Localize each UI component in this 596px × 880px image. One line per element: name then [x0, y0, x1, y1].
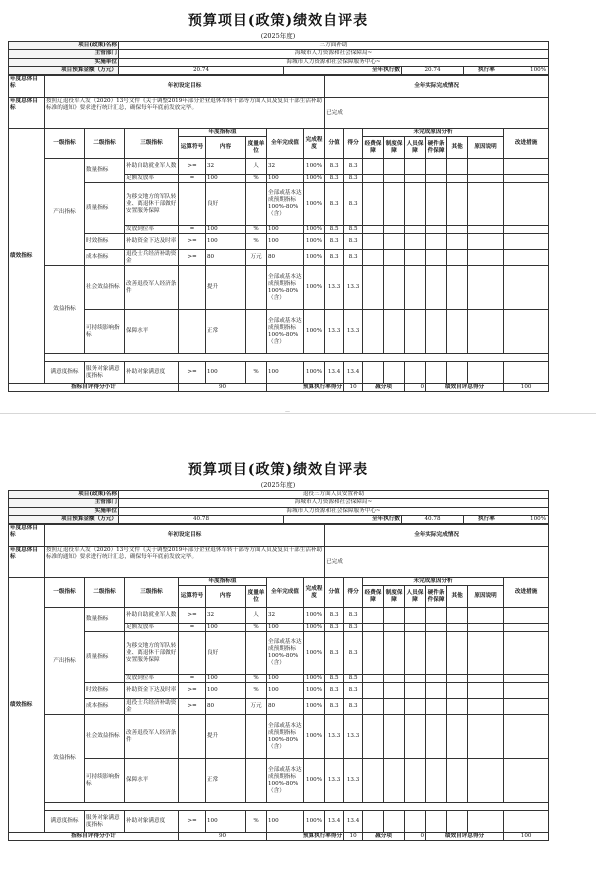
content-cell: 100 — [206, 234, 246, 250]
content-cell: 100 — [206, 675, 246, 683]
content-cell: 100 — [206, 624, 246, 632]
score-cell: 13.4 — [344, 811, 363, 833]
score-cell: 8.3 — [344, 608, 363, 624]
evaluation-sheet-2 — [8, 461, 548, 841]
actual-cell: 100 — [267, 811, 304, 833]
exec-score-value: 10 — [344, 384, 363, 392]
table-row — [9, 183, 549, 226]
unit-cell: % — [246, 234, 267, 250]
table-row — [9, 715, 549, 759]
actual-header: 全年完成值 — [267, 578, 304, 608]
weight-header: 分值 — [325, 129, 344, 159]
table-row — [9, 250, 549, 266]
lvl2-cell: 质量指标 — [85, 183, 125, 234]
weight-cell: 8.3 — [325, 632, 344, 675]
lvl2-cell: 社会效益指标 — [85, 715, 125, 759]
reason-other-header: 其他 — [447, 137, 468, 159]
dept-label: 主管部门 — [9, 50, 119, 58]
lvl2-cell: 可持续影响指标 — [85, 759, 125, 803]
actual-cell: 全部或基本达成预期指标100%-80%（含） — [267, 266, 304, 310]
op-cell — [179, 632, 206, 675]
weight-cell: 8.3 — [325, 234, 344, 250]
op-cell: >= — [179, 362, 206, 384]
exec-value: 20.74 — [402, 66, 464, 74]
lvl3-cell: 补助自助就业军人数 — [125, 608, 179, 624]
overall-goal-label-2: 年度总体目标 — [9, 98, 45, 129]
op-cell: >= — [179, 159, 206, 175]
content-header: 内容 — [206, 137, 246, 159]
actual-cell: 100 — [267, 675, 304, 683]
form-title: 预算项目(政策)绩效自评表 — [187, 462, 369, 478]
unit-cell — [246, 183, 267, 226]
deduct-label: 减分项 — [363, 384, 405, 392]
op-cell — [179, 310, 206, 354]
lvl1-header: 一级指标 — [45, 129, 85, 159]
content-cell: 32 — [206, 608, 246, 624]
weight-cell: 8.5 — [325, 226, 344, 234]
actual-result-text: 已完成 — [325, 98, 549, 129]
project-name-value: 退役三方面人员安置补助 — [119, 491, 549, 499]
degree-cell: 100% — [304, 183, 325, 226]
degree-cell: 100% — [304, 310, 325, 354]
annual-target-header: 年度指标值 — [179, 129, 267, 137]
content-cell: 正常 — [206, 310, 246, 354]
degree-cell: 100% — [304, 811, 325, 833]
degree-header: 完成程度 — [304, 578, 325, 608]
actual-cell: 32 — [267, 159, 304, 175]
weight-cell: 13.3 — [325, 715, 344, 759]
score-cell: 8.3 — [344, 175, 363, 183]
subtotal-label: 指标自评得分小计 — [9, 384, 179, 392]
lvl3-header: 三级指标 — [125, 578, 179, 608]
lvl3-header: 三级指标 — [125, 129, 179, 159]
actual-cell: 100 — [267, 226, 304, 234]
deduct-value: 0 — [405, 384, 426, 392]
unit-cell — [246, 632, 267, 675]
actual-cell: 80 — [267, 250, 304, 266]
content-cell: 提升 — [206, 266, 246, 310]
dept-value: 海城市人力资源和社会保障局~ — [119, 499, 549, 507]
unit-value: 海城市人力资源和社会保障服务中心~ — [119, 507, 549, 515]
score-cell: 8.3 — [344, 250, 363, 266]
content-cell: 良好 — [206, 632, 246, 675]
lvl3-cell: 保障水平 — [125, 759, 179, 803]
weight-cell: 13.3 — [325, 759, 344, 803]
unit-cell: % — [246, 811, 267, 833]
op-cell — [179, 183, 206, 226]
unit-cell: % — [246, 624, 267, 632]
op-cell: >= — [179, 699, 206, 715]
unit-label: 实施单位 — [9, 58, 119, 66]
rate-label: 执行率 — [478, 516, 495, 523]
degree-cell: 100% — [304, 675, 325, 683]
degree-cell: 100% — [304, 699, 325, 715]
content-cell: 提升 — [206, 715, 246, 759]
budget-label: 项目预算金额（万元） — [9, 66, 119, 74]
unit-cell — [246, 759, 267, 803]
unit-cell: 万元 — [246, 250, 267, 266]
unit-header: 度量单位 — [246, 137, 267, 159]
perf-indicator-label: 绩效指标 — [9, 578, 45, 833]
degree-cell: 100% — [304, 608, 325, 624]
perf-indicator-label: 绩效指标 — [9, 129, 45, 384]
content-cell: 100 — [206, 362, 246, 384]
unit-label: 实施单位 — [9, 507, 119, 515]
initial-goal-header: 年初设定目标 — [45, 76, 325, 98]
lvl1-header: 一级指标 — [45, 578, 85, 608]
content-cell: 正常 — [206, 759, 246, 803]
form-title: 预算项目(政策)绩效自评表 — [187, 13, 369, 29]
footer-row — [9, 833, 549, 841]
score-cell: 13.3 — [344, 266, 363, 310]
lvl3-cell: 保障水平 — [125, 310, 179, 354]
budget-value: 20.74 — [119, 66, 284, 74]
reason-budget-header: 经费保障 — [363, 586, 384, 608]
degree-cell: 100% — [304, 624, 325, 632]
degree-cell: 100% — [304, 159, 325, 175]
sat-gap-row — [9, 803, 549, 811]
actual-result-text: 已完成 — [325, 547, 549, 578]
improve-header: 改进措施 — [504, 129, 549, 159]
content-cell: 100 — [206, 811, 246, 833]
rate-value: 100% — [530, 516, 547, 523]
lvl2-cell: 数量指标 — [85, 608, 125, 632]
degree-cell: 100% — [304, 362, 325, 384]
degree-cell: 100% — [304, 175, 325, 183]
lvl3-cell: 退役士兵经济补助资金 — [125, 250, 179, 266]
score-cell: 8.3 — [344, 159, 363, 175]
degree-cell: 100% — [304, 632, 325, 675]
lvl3-cell: 为移交地方的军队转业、离退休干部做好安置服务保障 — [125, 183, 179, 226]
table-row — [9, 159, 549, 175]
reason-hw-header: 硬件条件保障 — [426, 137, 447, 159]
content-cell: 80 — [206, 699, 246, 715]
degree-cell: 100% — [304, 226, 325, 234]
actual-cell: 100 — [267, 683, 304, 699]
improve-header: 改进措施 — [504, 578, 549, 608]
lvl2-cell: 成本指标 — [85, 699, 125, 715]
lvl2-cell: 时效指标 — [85, 683, 125, 699]
total-label: 绩效自评总得分 — [426, 384, 504, 392]
table-row — [9, 632, 549, 675]
lvl2-cell: 服务对象满意度指标 — [85, 362, 125, 384]
reason-other-header: 其他 — [447, 586, 468, 608]
overall-goal-label: 年度总体目标 — [9, 76, 45, 98]
actual-header: 全年完成值 — [267, 129, 304, 159]
deduct-label: 减分项 — [363, 833, 405, 841]
lvl3-cell: 退役士兵经济补助资金 — [125, 699, 179, 715]
lvl3-cell: 补助资金下达及时率 — [125, 683, 179, 699]
project-info-table — [8, 41, 549, 75]
total-value: 100 — [504, 833, 549, 841]
degree-cell: 100% — [304, 266, 325, 310]
effect-group-label: 效益指标 — [45, 266, 85, 354]
weight-cell: 8.3 — [325, 250, 344, 266]
reasons-header: 未完成原因分析 — [363, 129, 504, 137]
unit-cell — [246, 266, 267, 310]
actual-cell: 100 — [267, 175, 304, 183]
unit-value: 海城市人力资源和社会保障服务中心~ — [119, 58, 549, 66]
table-row — [9, 699, 549, 715]
op-cell: >= — [179, 608, 206, 624]
actual-cell: 100 — [267, 362, 304, 384]
score-cell: 13.3 — [344, 715, 363, 759]
unit-cell: 人 — [246, 608, 267, 624]
content-cell: 32 — [206, 159, 246, 175]
content-cell: 100 — [206, 226, 246, 234]
weight-cell: 8.3 — [325, 183, 344, 226]
operator-header: 运算符号 — [179, 137, 206, 159]
lvl3-cell: 发放到位率 — [125, 226, 179, 234]
exec-value: 40.78 — [402, 515, 464, 523]
reason-budget-header: 经费保障 — [363, 137, 384, 159]
budget-label: 项目预算金额（万元） — [9, 515, 119, 523]
reason-policy-header: 制度保障 — [384, 137, 405, 159]
exec-label: 全年执行数 — [284, 515, 402, 523]
op-cell: >= — [179, 234, 206, 250]
rate-cell — [464, 66, 549, 74]
total-label: 绩效自评总得分 — [426, 833, 504, 841]
actual-cell: 100 — [267, 624, 304, 632]
lvl2-cell: 数量指标 — [85, 159, 125, 183]
actual-result-header: 全年实际完成情况 — [325, 76, 549, 98]
table-row — [9, 608, 549, 624]
form-year: (2025年度) — [260, 32, 296, 40]
content-cell: 100 — [206, 175, 246, 183]
lvl2-cell: 社会效益指标 — [85, 266, 125, 310]
lvl3-cell: 足额发放率 — [125, 624, 179, 632]
op-cell: = — [179, 675, 206, 683]
annual-target-header: 年度指标值 — [179, 578, 267, 586]
op-cell: = — [179, 624, 206, 632]
weight-cell: 13.3 — [325, 310, 344, 354]
lvl3-cell: 发放到位率 — [125, 675, 179, 683]
score-cell: 8.3 — [344, 234, 363, 250]
weight-cell: 8.5 — [325, 675, 344, 683]
actual-cell: 全部或基本达成预期指标100%-80%（含） — [267, 310, 304, 354]
output-group-label: 产出指标 — [45, 608, 85, 715]
overall-goal-label: 年度总体目标 — [9, 525, 45, 547]
reason-staff-header: 人员保障 — [405, 137, 426, 159]
actual-cell: 全部或基本达成预期指标100%-80%（含） — [267, 183, 304, 226]
lvl3-cell: 补助资金下达及时率 — [125, 234, 179, 250]
lvl2-cell: 质量指标 — [85, 632, 125, 683]
lvl2-cell: 可持续影响指标 — [85, 310, 125, 354]
page-mark: — — [285, 409, 290, 415]
unit-cell — [246, 310, 267, 354]
score-cell: 13.4 — [344, 362, 363, 384]
content-cell: 100 — [206, 683, 246, 699]
degree-header: 完成程度 — [304, 129, 325, 159]
unit-cell: % — [246, 362, 267, 384]
weight-cell: 13.4 — [325, 362, 344, 384]
subtotal-label: 指标自评得分小计 — [9, 833, 179, 841]
op-cell — [179, 715, 206, 759]
dept-value: 海城市人力资源和社会保障局~ — [119, 50, 549, 58]
rate-cell — [464, 515, 549, 523]
weight-cell: 8.3 — [325, 175, 344, 183]
budget-value: 40.78 — [119, 515, 284, 523]
content-cell: 良好 — [206, 183, 246, 226]
unit-cell: 人 — [246, 159, 267, 175]
table-row — [9, 683, 549, 699]
subtotal-value: 90 — [179, 833, 267, 841]
actual-cell: 全部或基本达成预期指标100%-80%（含） — [267, 715, 304, 759]
reason-desc-header: 原因说明 — [468, 586, 504, 608]
lvl2-header: 二级指标 — [85, 129, 125, 159]
lvl2-header: 二级指标 — [85, 578, 125, 608]
degree-cell: 100% — [304, 683, 325, 699]
score-cell: 8.3 — [344, 183, 363, 226]
reason-hw-header: 硬件条件保障 — [426, 586, 447, 608]
content-cell: 80 — [206, 250, 246, 266]
deduct-value: 0 — [405, 833, 426, 841]
satisfaction-group-label: 满意度指标 — [45, 811, 85, 833]
op-cell: >= — [179, 811, 206, 833]
table-row — [9, 811, 549, 833]
unit-cell: % — [246, 175, 267, 183]
overall-goal-label-2: 年度总体目标 — [9, 547, 45, 578]
score-cell: 8.3 — [344, 699, 363, 715]
rate-label: 执行率 — [478, 67, 495, 74]
unit-cell: % — [246, 683, 267, 699]
weight-cell: 8.3 — [325, 624, 344, 632]
unit-cell: 万元 — [246, 699, 267, 715]
actual-cell: 全部或基本达成预期指标100%-80%（含） — [267, 632, 304, 675]
degree-cell: 100% — [304, 715, 325, 759]
score-cell: 13.3 — [344, 310, 363, 354]
unit-header: 度量单位 — [246, 586, 267, 608]
lvl3-cell: 补助对象满意度 — [125, 362, 179, 384]
initial-goal-header: 年初设定目标 — [45, 525, 325, 547]
score-header: 得分 — [344, 129, 363, 159]
exec-score-label: 预算执行率得分 — [267, 384, 344, 392]
project-name-label: 项目(政策)名称 — [9, 491, 119, 499]
page-separator — [0, 410, 596, 422]
op-cell — [179, 759, 206, 803]
page-divider — [0, 413, 596, 414]
lvl3-cell: 改善退役军人经济条件 — [125, 715, 179, 759]
table-row — [9, 234, 549, 250]
lvl2-cell: 时效指标 — [85, 234, 125, 250]
op-cell: >= — [179, 683, 206, 699]
actual-result-header: 全年实际完成情况 — [325, 525, 549, 547]
table-row — [9, 266, 549, 310]
operator-header: 运算符号 — [179, 586, 206, 608]
exec-score-label: 预算执行率得分 — [267, 833, 344, 841]
lvl2-cell: 服务对象满意度指标 — [85, 811, 125, 833]
sat-gap-row — [9, 354, 549, 362]
actual-cell: 全部或基本达成预期指标100%-80%（含） — [267, 759, 304, 803]
rate-value: 100% — [530, 67, 547, 74]
performance-table — [8, 524, 549, 841]
project-info-table — [8, 490, 549, 524]
performance-table — [8, 75, 549, 392]
op-cell: = — [179, 175, 206, 183]
reason-policy-header: 制度保障 — [384, 586, 405, 608]
exec-score-value: 10 — [344, 833, 363, 841]
dept-label: 主管部门 — [9, 499, 119, 507]
op-cell — [179, 266, 206, 310]
table-row — [9, 759, 549, 803]
evaluation-sheet-1 — [8, 12, 548, 392]
lvl3-cell: 改善退役军人经济条件 — [125, 266, 179, 310]
reasons-header: 未完成原因分析 — [363, 578, 504, 586]
subtotal-value: 90 — [179, 384, 267, 392]
project-name-value: 三方面补助 — [119, 42, 549, 50]
op-cell: >= — [179, 250, 206, 266]
table-row — [9, 310, 549, 354]
weight-cell: 13.3 — [325, 266, 344, 310]
reason-desc-header: 原因说明 — [468, 137, 504, 159]
unit-cell — [246, 715, 267, 759]
footer-row — [9, 384, 549, 392]
lvl2-cell: 成本指标 — [85, 250, 125, 266]
total-value: 100 — [504, 384, 549, 392]
weight-header: 分值 — [325, 578, 344, 608]
initial-goal-text: 按照辽退役军人发（2020）13号文件《关于调整2019年部分企业退休军转干部等方面人员及复员干部生活补助标准的通知》要求进行统计汇总，确保每年年底前发放完毕。 — [45, 98, 325, 129]
form-year: (2025年度) — [260, 481, 296, 489]
unit-cell: % — [246, 226, 267, 234]
score-cell: 8.5 — [344, 675, 363, 683]
content-header: 内容 — [206, 586, 246, 608]
satisfaction-group-label: 满意度指标 — [45, 362, 85, 384]
actual-cell: 32 — [267, 608, 304, 624]
actual-cell: 80 — [267, 699, 304, 715]
actual-cell: 100 — [267, 234, 304, 250]
degree-cell: 100% — [304, 234, 325, 250]
lvl3-cell: 补助自助就业军人数 — [125, 159, 179, 175]
weight-cell: 8.3 — [325, 159, 344, 175]
lvl3-cell: 为移交地方的军队转业、离退休干部做好安置服务保障 — [125, 632, 179, 675]
score-cell: 13.3 — [344, 759, 363, 803]
weight-cell: 8.3 — [325, 608, 344, 624]
op-cell: = — [179, 226, 206, 234]
degree-cell: 100% — [304, 250, 325, 266]
effect-group-label: 效益指标 — [45, 715, 85, 803]
score-cell: 8.3 — [344, 683, 363, 699]
score-cell: 8.3 — [344, 632, 363, 675]
lvl3-cell: 足额发放率 — [125, 175, 179, 183]
score-header: 得分 — [344, 578, 363, 608]
degree-cell: 100% — [304, 759, 325, 803]
table-row — [9, 362, 549, 384]
weight-cell: 13.4 — [325, 811, 344, 833]
weight-cell: 8.3 — [325, 699, 344, 715]
reason-staff-header: 人员保障 — [405, 586, 426, 608]
unit-cell: % — [246, 675, 267, 683]
score-cell: 8.5 — [344, 226, 363, 234]
exec-label: 全年执行数 — [284, 66, 402, 74]
output-group-label: 产出指标 — [45, 159, 85, 266]
score-cell: 8.3 — [344, 624, 363, 632]
initial-goal-text: 按照辽退役军人发（2020）13号文件《关于调整2019年部分企业退休军转干部等方面人员及复员干部生活补助标准的通知》要求进行统计汇总，确保每年年底前发放完毕。 — [45, 547, 325, 578]
lvl3-cell: 补助对象满意度 — [125, 811, 179, 833]
weight-cell: 8.3 — [325, 683, 344, 699]
project-name-label: 项目(政策)名称 — [9, 42, 119, 50]
